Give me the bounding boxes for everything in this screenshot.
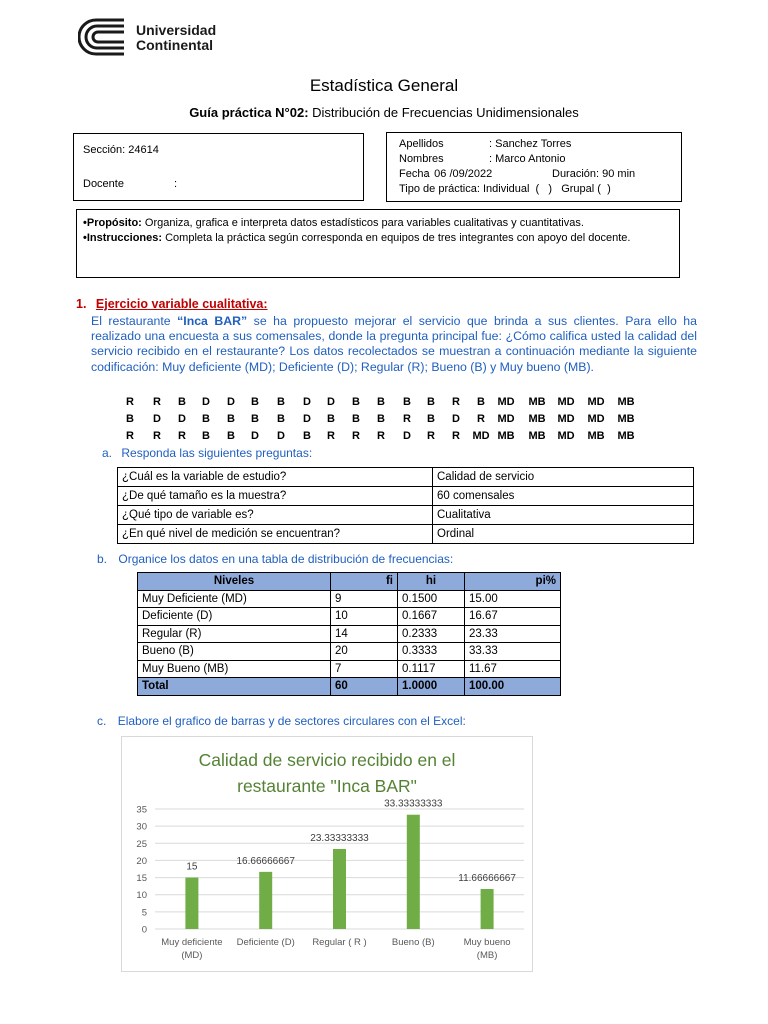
y-tick-label: 25: [136, 838, 147, 850]
table-cell: 0.1500: [398, 590, 465, 608]
guide-topic: Distribución de Frecuencias Unidimensionales: [308, 105, 579, 120]
survey-code: MB: [528, 413, 546, 425]
bar-data-label: 23.33333333: [310, 833, 369, 844]
docente-label: Docente: [83, 178, 124, 190]
survey-code: R: [452, 396, 460, 408]
y-tick-label: 10: [136, 890, 147, 902]
table-cell: 0.1667: [398, 608, 465, 626]
survey-code: B: [352, 396, 360, 408]
survey-code: MD: [557, 396, 575, 408]
survey-code: R: [452, 430, 460, 442]
exercise-title: Ejercicio variable cualitativa:: [95, 297, 268, 311]
instrucciones-text: Completa la práctica según corresponda en equipos de tres integrantes con apoyo del docente.: [162, 232, 631, 244]
seccion-text: Sección: 24614: [83, 144, 159, 156]
table-cell: Regular (R): [138, 625, 331, 643]
answer-cell: Calidad de servicio: [433, 468, 694, 487]
part-a-heading: [102, 446, 312, 460]
table-row: [138, 590, 561, 608]
survey-code: D: [202, 396, 210, 408]
exercise-paragraph: [91, 314, 697, 375]
survey-code: R: [427, 430, 435, 442]
nombres-value: : Marco Antonio: [489, 153, 566, 165]
question-cell: ¿En qué nivel de medición se encuentran?: [118, 525, 433, 544]
answer-cell: Ordinal: [433, 525, 694, 544]
y-tick-label: 5: [141, 907, 147, 919]
survey-code: B: [126, 413, 134, 425]
restaurant-name: “Inca BAR”: [177, 314, 248, 328]
survey-code: R: [153, 430, 161, 442]
fecha-value: : 06 /09/2022: [425, 168, 493, 180]
survey-code: B: [251, 413, 259, 425]
question-cell: ¿De qué tamaño es la muestra?: [118, 487, 433, 506]
bar-data-label: 11.66666667: [458, 873, 516, 884]
survey-code: MD: [587, 396, 605, 408]
chart-bar: [407, 815, 420, 929]
survey-code: D: [227, 396, 235, 408]
table-cell: 20: [331, 643, 398, 661]
y-tick-label: 0: [141, 924, 147, 936]
total-cell: 60: [331, 678, 398, 696]
survey-code: B: [427, 396, 435, 408]
table-cell: 14: [331, 625, 398, 643]
part-b-label: b.: [97, 552, 108, 566]
student-info-box: [386, 132, 682, 202]
table-row: [138, 608, 561, 626]
instrucciones-label: •Instrucciones:: [83, 232, 163, 244]
section-info-box: [73, 133, 364, 201]
x-tick-label: Muy bueno: [463, 937, 511, 948]
survey-code: B: [303, 430, 311, 442]
survey-code: B: [377, 413, 385, 425]
table-cell: Bueno (B): [138, 643, 331, 661]
total-cell: 1.0000: [398, 678, 465, 696]
university-logo: [78, 18, 238, 58]
survey-code: D: [153, 413, 161, 425]
table-cell: Muy Bueno (MB): [138, 660, 331, 678]
answer-cell: Cualitativa: [433, 506, 694, 525]
survey-code: MD: [472, 430, 490, 442]
x-tick-label: Bueno (B): [391, 937, 435, 948]
university-name-line2: Continental: [136, 37, 213, 53]
part-b-text: Organice los datos en una tabla de distribución de frecuencias:: [118, 552, 454, 566]
survey-code: MB: [528, 396, 546, 408]
table-cell: 0.2333: [398, 625, 465, 643]
docente-value: :: [174, 178, 178, 190]
duracion-text: Duración: 90 min: [552, 168, 636, 180]
bar-chart-svg: [122, 737, 532, 971]
bar-data-label: 16.66666667: [236, 855, 295, 867]
table-row: [118, 506, 694, 525]
exercise-heading: [76, 297, 268, 311]
header-hi: hi: [398, 573, 465, 591]
survey-code: B: [377, 396, 385, 408]
survey-code: R: [153, 396, 161, 408]
part-a-text: Responda las siguientes preguntas:: [121, 446, 313, 460]
part-c-label: c.: [97, 714, 107, 728]
header-niveles: Niveles: [138, 573, 331, 591]
table-cell: 16.67: [465, 608, 561, 626]
survey-code: MD: [497, 413, 515, 425]
questions-table: [117, 467, 694, 544]
survey-code: D: [251, 430, 259, 442]
survey-code: B: [327, 413, 335, 425]
survey-code: B: [202, 430, 210, 442]
survey-code: R: [126, 430, 134, 442]
table-cell: 9: [331, 590, 398, 608]
part-a-label: a.: [102, 446, 113, 460]
survey-code: D: [178, 413, 186, 425]
survey-code: B: [277, 396, 285, 408]
table-cell: Muy Deficiente (MD): [138, 590, 331, 608]
survey-code: MD: [587, 413, 605, 425]
question-cell: ¿Qué tipo de variable es?: [118, 506, 433, 525]
survey-code: D: [303, 413, 311, 425]
survey-code: MB: [497, 430, 515, 442]
tipo-practica: Tipo de práctica: Individual ( ) Grupal ( ): [399, 183, 611, 195]
part-b-heading: [97, 552, 453, 566]
x-tick-label: (MB): [476, 950, 498, 961]
table-cell: 10: [331, 608, 398, 626]
survey-code: B: [477, 396, 485, 408]
exercise-para-before: El restaurante: [91, 314, 178, 328]
apellidos-label: Apellidos: [399, 138, 444, 150]
table-row: [118, 525, 694, 544]
survey-code: B: [227, 430, 235, 442]
survey-code: MB: [617, 430, 635, 442]
y-tick-label: 20: [136, 855, 147, 867]
document-subtitle: [0, 105, 768, 120]
table-cell: 0.1117: [398, 660, 465, 678]
survey-code: MD: [497, 396, 515, 408]
y-tick-label: 15: [136, 873, 147, 885]
x-tick-label: Muy deficiente: [161, 937, 223, 948]
total-cell: 100.00: [465, 678, 561, 696]
x-tick-label: Regular ( R ): [312, 937, 367, 948]
purpose-box: [76, 209, 680, 278]
survey-code: MB: [587, 430, 605, 442]
survey-code: D: [277, 430, 285, 442]
chart-title-line: restaurante "Inca BAR": [237, 776, 417, 796]
table-cell: 15.00: [465, 590, 561, 608]
survey-code: D: [327, 396, 335, 408]
apellidos-value: : Sanchez Torres: [489, 138, 572, 150]
part-c-text: Elabore el grafico de barras y de sectores circulares con el Excel:: [117, 714, 466, 728]
proposito-label: •Propósito:: [83, 217, 142, 229]
chart-bar: [333, 849, 346, 929]
table-cell: 7: [331, 660, 398, 678]
bar-data-label: 15: [186, 861, 198, 873]
survey-code: D: [403, 430, 411, 442]
survey-code: B: [178, 396, 186, 408]
chart-bar: [185, 878, 198, 929]
header-pi: pi%: [465, 573, 561, 591]
table-total-row: [138, 678, 561, 696]
y-tick-label: 30: [136, 821, 147, 833]
survey-code: R: [403, 413, 411, 425]
survey-code: D: [303, 396, 311, 408]
table-row: [138, 625, 561, 643]
table-header-row: [138, 573, 561, 591]
frequency-table-body: [138, 590, 561, 695]
guide-label: Guía práctica N°02:: [189, 105, 309, 120]
bar-data-label: 33.33333333: [384, 798, 443, 810]
question-cell: ¿Cuál es la variable de estudio?: [118, 468, 433, 487]
bar-chart: [121, 736, 533, 972]
survey-code: B: [352, 413, 360, 425]
header-fi: fi: [331, 573, 398, 591]
survey-code: B: [427, 413, 435, 425]
chart-bar: [259, 872, 272, 929]
table-cell: 33.33: [465, 643, 561, 661]
survey-code: B: [251, 396, 259, 408]
table-row: [118, 468, 694, 487]
table-cell: 11.67: [465, 660, 561, 678]
table-cell: 23.33: [465, 625, 561, 643]
total-cell: Total: [138, 678, 331, 696]
fecha-label: Fecha: [399, 168, 430, 180]
university-name-line1: Universidad: [136, 22, 217, 38]
chart-title-line: Calidad de servicio recibido en el: [198, 750, 456, 770]
survey-code: B: [202, 413, 210, 425]
survey-code: B: [277, 413, 285, 425]
proposito-text: Organiza, grafica e interpreta datos estadísticos para variables cualitativas y cuantitativas.: [141, 217, 584, 229]
university-logo-icon: [78, 18, 126, 56]
frequency-table: [137, 572, 561, 696]
survey-code: R: [477, 413, 485, 425]
survey-code: R: [352, 430, 360, 442]
part-c-heading: [97, 714, 466, 728]
survey-code: R: [126, 396, 134, 408]
x-tick-label: (MD): [181, 950, 203, 961]
survey-code: B: [227, 413, 235, 425]
table-row: [138, 643, 561, 661]
y-tick-label: 35: [136, 804, 147, 816]
table-row: [138, 660, 561, 678]
nombres-label: Nombres: [399, 153, 444, 165]
survey-code: MD: [557, 430, 575, 442]
x-tick-label: Deficiente (D): [236, 937, 295, 948]
instrucciones-line: [83, 231, 673, 246]
table-cell: Deficiente (D): [138, 608, 331, 626]
survey-code: B: [403, 396, 411, 408]
survey-code: MB: [617, 396, 635, 408]
survey-code: R: [327, 430, 335, 442]
survey-code: R: [178, 430, 186, 442]
table-row: [118, 487, 694, 506]
document-title: Estadística General: [309, 76, 459, 95]
chart-bar: [481, 889, 494, 929]
exercise-para-after: se ha propuesto mejorar el servicio que brinda a sus clientes. Para ello ha realizado una encuesta a sus comensales, donde la pregunta principal fue: ¿Cómo califica usted la calidad del servicio recibido en el restaurante? Los datos recolectados se muestran a continuación mediante la siguiente codificación: Muy deficiente (MD); Deficiente (D); Regular (R); Bueno (B) y Muy bueno (MB).: [91, 314, 697, 374]
survey-code: MB: [617, 413, 635, 425]
answer-cell: 60 comensales: [433, 487, 694, 506]
survey-code: R: [377, 430, 385, 442]
survey-code: MD: [557, 413, 575, 425]
survey-code: MB: [528, 430, 546, 442]
survey-code: D: [452, 413, 460, 425]
table-cell: 0.3333: [398, 643, 465, 661]
exercise-number: 1.: [76, 297, 87, 311]
proposito-line: [83, 216, 673, 231]
